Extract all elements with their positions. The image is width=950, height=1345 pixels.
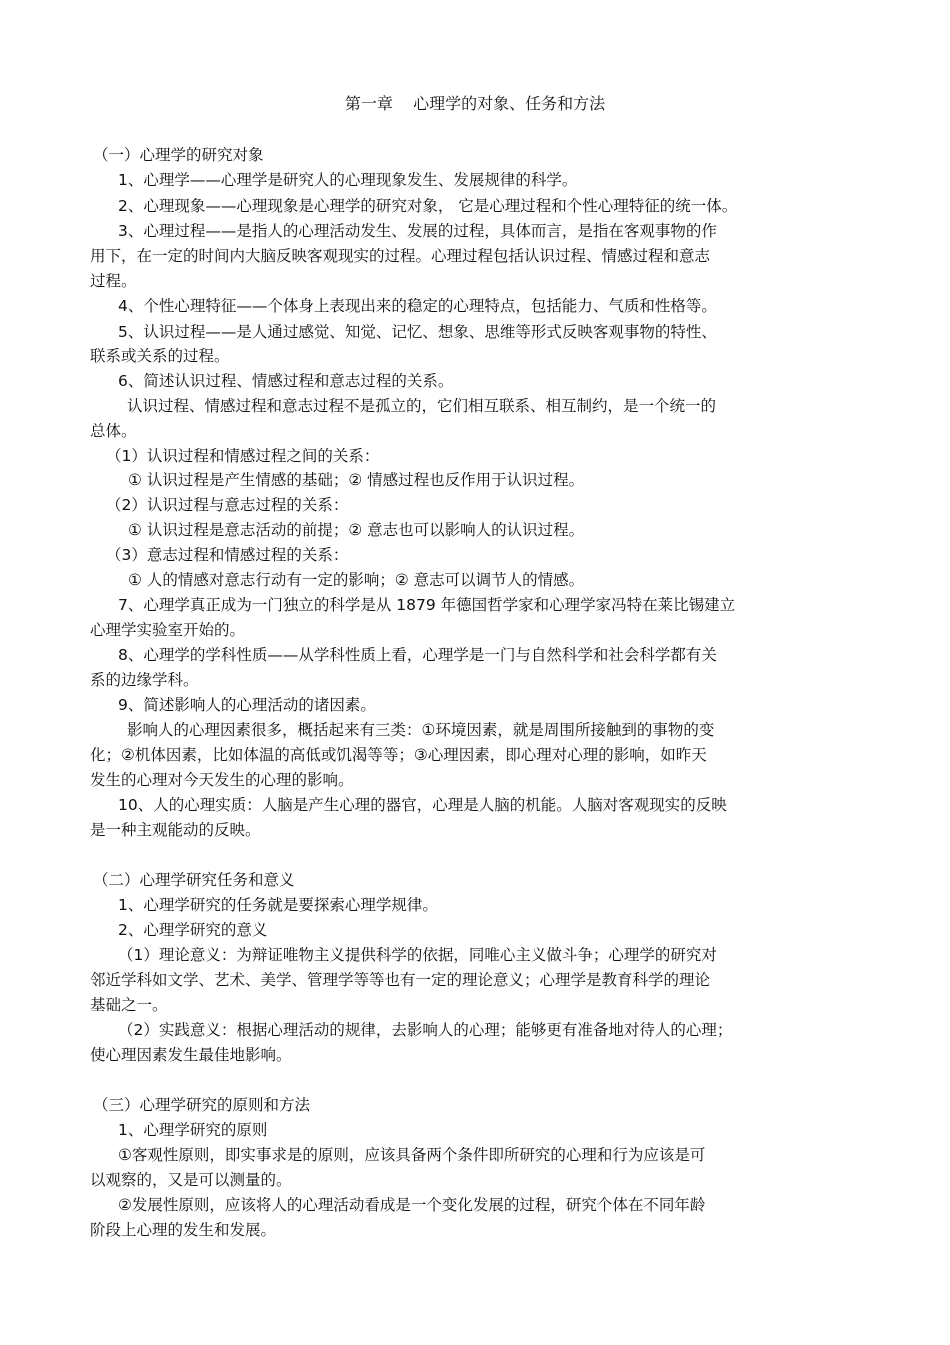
paragraph-line: 影响人的心理因素很多，概括起来有三类：①环境因素，就是周围所接触到的事物的变: [127, 721, 715, 739]
subheading-line: （3）意志过程和情感过程的关系：: [106, 546, 349, 564]
paragraph-line: 阶段上心理的发生和发展。: [90, 1221, 277, 1239]
paragraph-line: 2、心理现象——心理现象是心理学的研究对象， 它是心理过程和个性心理特征的统一体。: [118, 197, 738, 215]
paragraph-line: （1）理论意义：为辩证唯物主义提供科学的依据，同唯心主义做斗争；心理学的研究对: [118, 946, 717, 964]
paragraph-line: 6、简述认识过程、情感过程和意志过程的关系。: [118, 372, 454, 390]
chapter-title: 第一章 心理学的对象、任务和方法: [344, 94, 606, 113]
paragraph-line: 联系或关系的过程。: [90, 347, 230, 365]
paragraph-line: 4、个性心理特征——个体身上表现出来的稳定的心理特点，包括能力、气质和性格等。: [118, 297, 717, 315]
paragraph-line: ①客观性原则，即实事求是的原则，应该具备两个条件即所研究的心理和行为应该是可: [118, 1146, 706, 1164]
paragraph-line: 7、心理学真正成为一门独立的科学是从 1879 年德国哲学家和心理学家冯特在莱比锡建立: [118, 596, 736, 614]
paragraph-line: ① 人的情感对意志行动有一定的影响；② 意志可以调节人的情感。: [128, 571, 585, 589]
paragraph-line: 认识过程、情感过程和意志过程不是孤立的，它们相互联系、相互制约，是一个统一的: [127, 397, 717, 415]
paragraph-line: 3、心理过程——是指人的心理活动发生、发展的过程，具体而言，是指在客观事物的作: [118, 222, 717, 240]
paragraph-line: 8、心理学的学科性质——从学科性质上看，心理学是一门与自然科学和社会科学都有关: [118, 646, 717, 664]
paragraph-line: 用下，在一定的时间内大脑反映客观现实的过程。心理过程包括认识过程、情感过程和意志: [90, 247, 711, 265]
paragraph-line: 发生的心理对今天发生的心理的影响。: [90, 771, 354, 789]
paragraph-line: 1、心理学研究的原则: [118, 1121, 268, 1139]
paragraph-line: 是一种主观能动的反映。: [90, 821, 261, 839]
paragraph-line: 心理学实验室开始的。: [90, 621, 246, 639]
paragraph-line: 以观察的，又是可以测量的。: [90, 1171, 292, 1189]
paragraph-line: 基础之一。: [90, 996, 168, 1014]
paragraph-line: 使心理因素发生最佳地影响。: [90, 1046, 292, 1064]
paragraph-line: 过程。: [90, 272, 137, 290]
paragraph-line: 邻近学科如文学、艺术、美学、管理学等等也有一定的理论意义；心理学是教育科学的理论: [90, 971, 711, 989]
section-heading-3: （三）心理学研究的原则和方法: [93, 1096, 311, 1114]
paragraph-line: ① 认识过程是产生情感的基础；② 情感过程也反作用于认识过程。: [128, 471, 585, 489]
section-heading-1: （一）心理学的研究对象: [93, 146, 264, 164]
section-heading-2: （二）心理学研究任务和意义: [93, 871, 295, 889]
paragraph-line: 化；②机体因素，比如体温的高低或饥渴等等；③心理因素，即心理对心理的影响，如昨天: [90, 746, 707, 764]
paragraph-line: 1、心理学——心理学是研究人的心理现象发生、发展规律的科学。: [118, 171, 578, 189]
paragraph-line: 2、心理学研究的意义: [118, 921, 268, 939]
paragraph-line: 10、人的心理实质：人脑是产生心理的器官，心理是人脑的机能。人脑对客观现实的反映: [118, 796, 727, 814]
paragraph-line: （2）实践意义：根据心理活动的规律，去影响人的心理；能够更有准备地对待人的心理；: [118, 1021, 733, 1039]
paragraph-line: 9、简述影响人的心理活动的诸因素。: [118, 696, 376, 714]
paragraph-line: 总体。: [90, 422, 137, 440]
paragraph-line: 系的边缘学科。: [90, 671, 199, 689]
subheading-line: （1）认识过程和情感过程之间的关系：: [106, 447, 380, 465]
subheading-line: （2）认识过程与意志过程的关系：: [106, 496, 349, 514]
paragraph-line: ① 认识过程是意志活动的前提；② 意志也可以影响人的认识过程。: [128, 521, 585, 539]
paragraph-line: ②发展性原则，应该将人的心理活动看成是一个变化发展的过程，研究个体在不同年龄: [118, 1196, 706, 1214]
paragraph-line: 5、认识过程——是人通过感觉、知觉、记忆、想象、思维等形式反映客观事物的特性、: [118, 323, 717, 341]
paragraph-line: 1、心理学研究的任务就是要探索心理学规律。: [118, 896, 438, 914]
